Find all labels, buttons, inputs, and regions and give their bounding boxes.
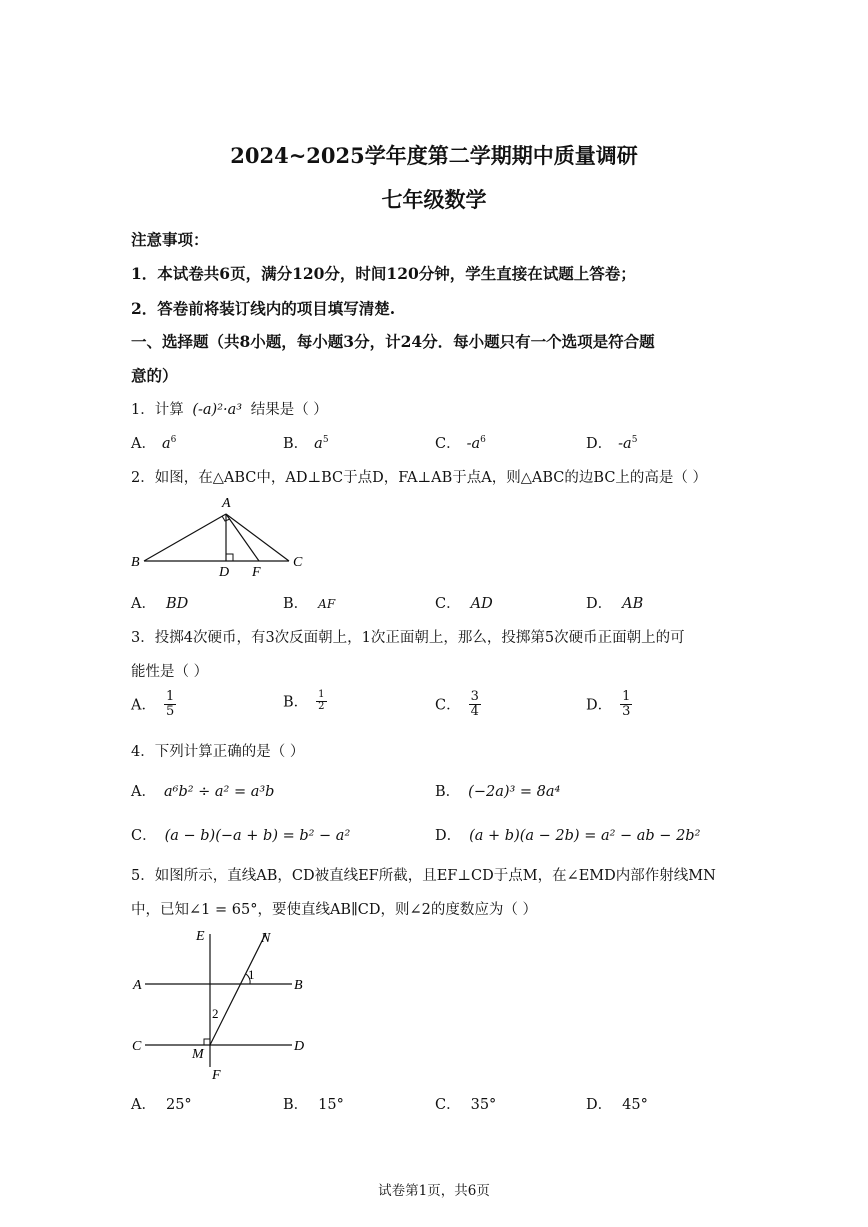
right-angle-mark-m: [204, 1039, 210, 1045]
label-a: A: [222, 496, 231, 511]
q1-option-b[interactable]: B． $a^5$: [283, 435, 329, 452]
label-n: N: [261, 931, 271, 946]
q1-stem-expression: (-a)²·a³: [192, 402, 243, 418]
q5-stem-line2: 中，已知∠1 = 65°，要使直线AB∥CD，则∠2的度数应为（ ）: [131, 902, 537, 918]
q1-stem-tail: 结果是（ ）: [250, 402, 328, 418]
label-e: E: [196, 929, 205, 944]
notes-heading: 注意事项：: [131, 230, 209, 249]
q5-option-d[interactable]: D． 45°: [586, 1097, 648, 1113]
label-f: F: [212, 1068, 221, 1082]
notes-item-1: 1．本试卷共6页，满分120分，时间120分钟，学生直接在试题上答卷；: [131, 264, 636, 283]
q5-option-b[interactable]: B． 15°: [283, 1097, 344, 1113]
q3-option-a[interactable]: A． $\frac{1}{5}$: [131, 689, 175, 719]
label-b: B: [131, 555, 140, 570]
q5-lines-figure: [128, 924, 318, 1082]
label-c: C: [293, 555, 303, 570]
q5-option-c[interactable]: C． 35°: [435, 1097, 497, 1113]
q4-option-a[interactable]: A． a⁶b² ÷ a² = a³b: [131, 784, 275, 800]
q4-stem: 4．下列计算正确的是（ ）: [131, 744, 305, 760]
label-d: D: [294, 1039, 305, 1054]
section-heading-line2: 意的）: [131, 366, 178, 385]
label-angle-1: 1: [248, 967, 255, 982]
segment-ac: [226, 514, 289, 561]
q3-option-d[interactable]: D． $\frac{1}{3}$: [586, 689, 631, 719]
segment-ab: [144, 514, 226, 561]
label-c: C: [132, 1039, 142, 1054]
ray-mn: [210, 933, 266, 1045]
q4-option-d[interactable]: D． (a + b)(a − 2b) = a² − ab − 2b²: [435, 828, 701, 844]
q1-option-c[interactable]: C． $-a^6$: [435, 435, 486, 452]
q1-option-d[interactable]: D． $-a^5$: [586, 435, 638, 452]
q1-stem: [131, 398, 328, 419]
q3-stem-line2: 能性是（ ）: [131, 664, 209, 680]
exam-subtitle: 七年级数学: [381, 187, 487, 212]
q2-stem: 2．如图，在△ABC中，AD⊥BC于点D，FA⊥AB于点A，则△ABC的边BC上的高是（ ）: [131, 470, 708, 486]
q4-option-c[interactable]: C． (a − b)(−a + b) = b² − a²: [131, 828, 351, 844]
label-b: B: [294, 978, 303, 993]
page-footer: 试卷第1页，共6页: [378, 1183, 490, 1199]
q2-option-b[interactable]: B． AF: [283, 596, 336, 612]
q3-option-c[interactable]: C． $\frac{3}{4}$: [435, 689, 479, 719]
q1-option-a[interactable]: A． $a^6$: [131, 435, 177, 452]
label-d: D: [219, 565, 230, 578]
q3-option-b[interactable]: B． $\frac{1}{2}$: [283, 689, 325, 712]
q4-option-b[interactable]: B． (−2a)³ = 8a⁴: [435, 784, 561, 800]
q2-option-d[interactable]: D． AB: [586, 596, 644, 612]
label-m: M: [192, 1047, 204, 1062]
label-f: F: [252, 565, 261, 578]
right-angle-mark-d: [226, 554, 233, 561]
label-angle-2: 2: [212, 1006, 219, 1021]
q1-stem-number: 1．计算: [131, 402, 184, 418]
q5-option-a[interactable]: A． 25°: [131, 1097, 192, 1113]
exam-title: 2024~2025学年度第二学期期中质量调研: [230, 143, 638, 168]
notes-item-2: 2．答卷前将装订线内的项目填写清楚.: [131, 299, 396, 318]
q2-triangle-figure: [128, 492, 308, 578]
section-heading-line1: 一、选择题（共8小题，每小题3分，计24分．每小题只有一个选项是符合题: [131, 332, 655, 351]
q2-option-c[interactable]: C． AD: [435, 596, 493, 612]
q2-option-a[interactable]: A． BD: [131, 596, 189, 612]
q5-stem-line1: 5．如图所示，直线AB，CD被直线EF所截，且EF⊥CD于点M，在∠EMD内部作射线MN: [131, 868, 716, 884]
label-a: A: [133, 978, 142, 993]
q3-stem-line1: 3．投掷4次硬币，有3次反面朝上，1次正面朝上，那么，投掷第5次硬币正面朝上的可: [131, 630, 685, 646]
